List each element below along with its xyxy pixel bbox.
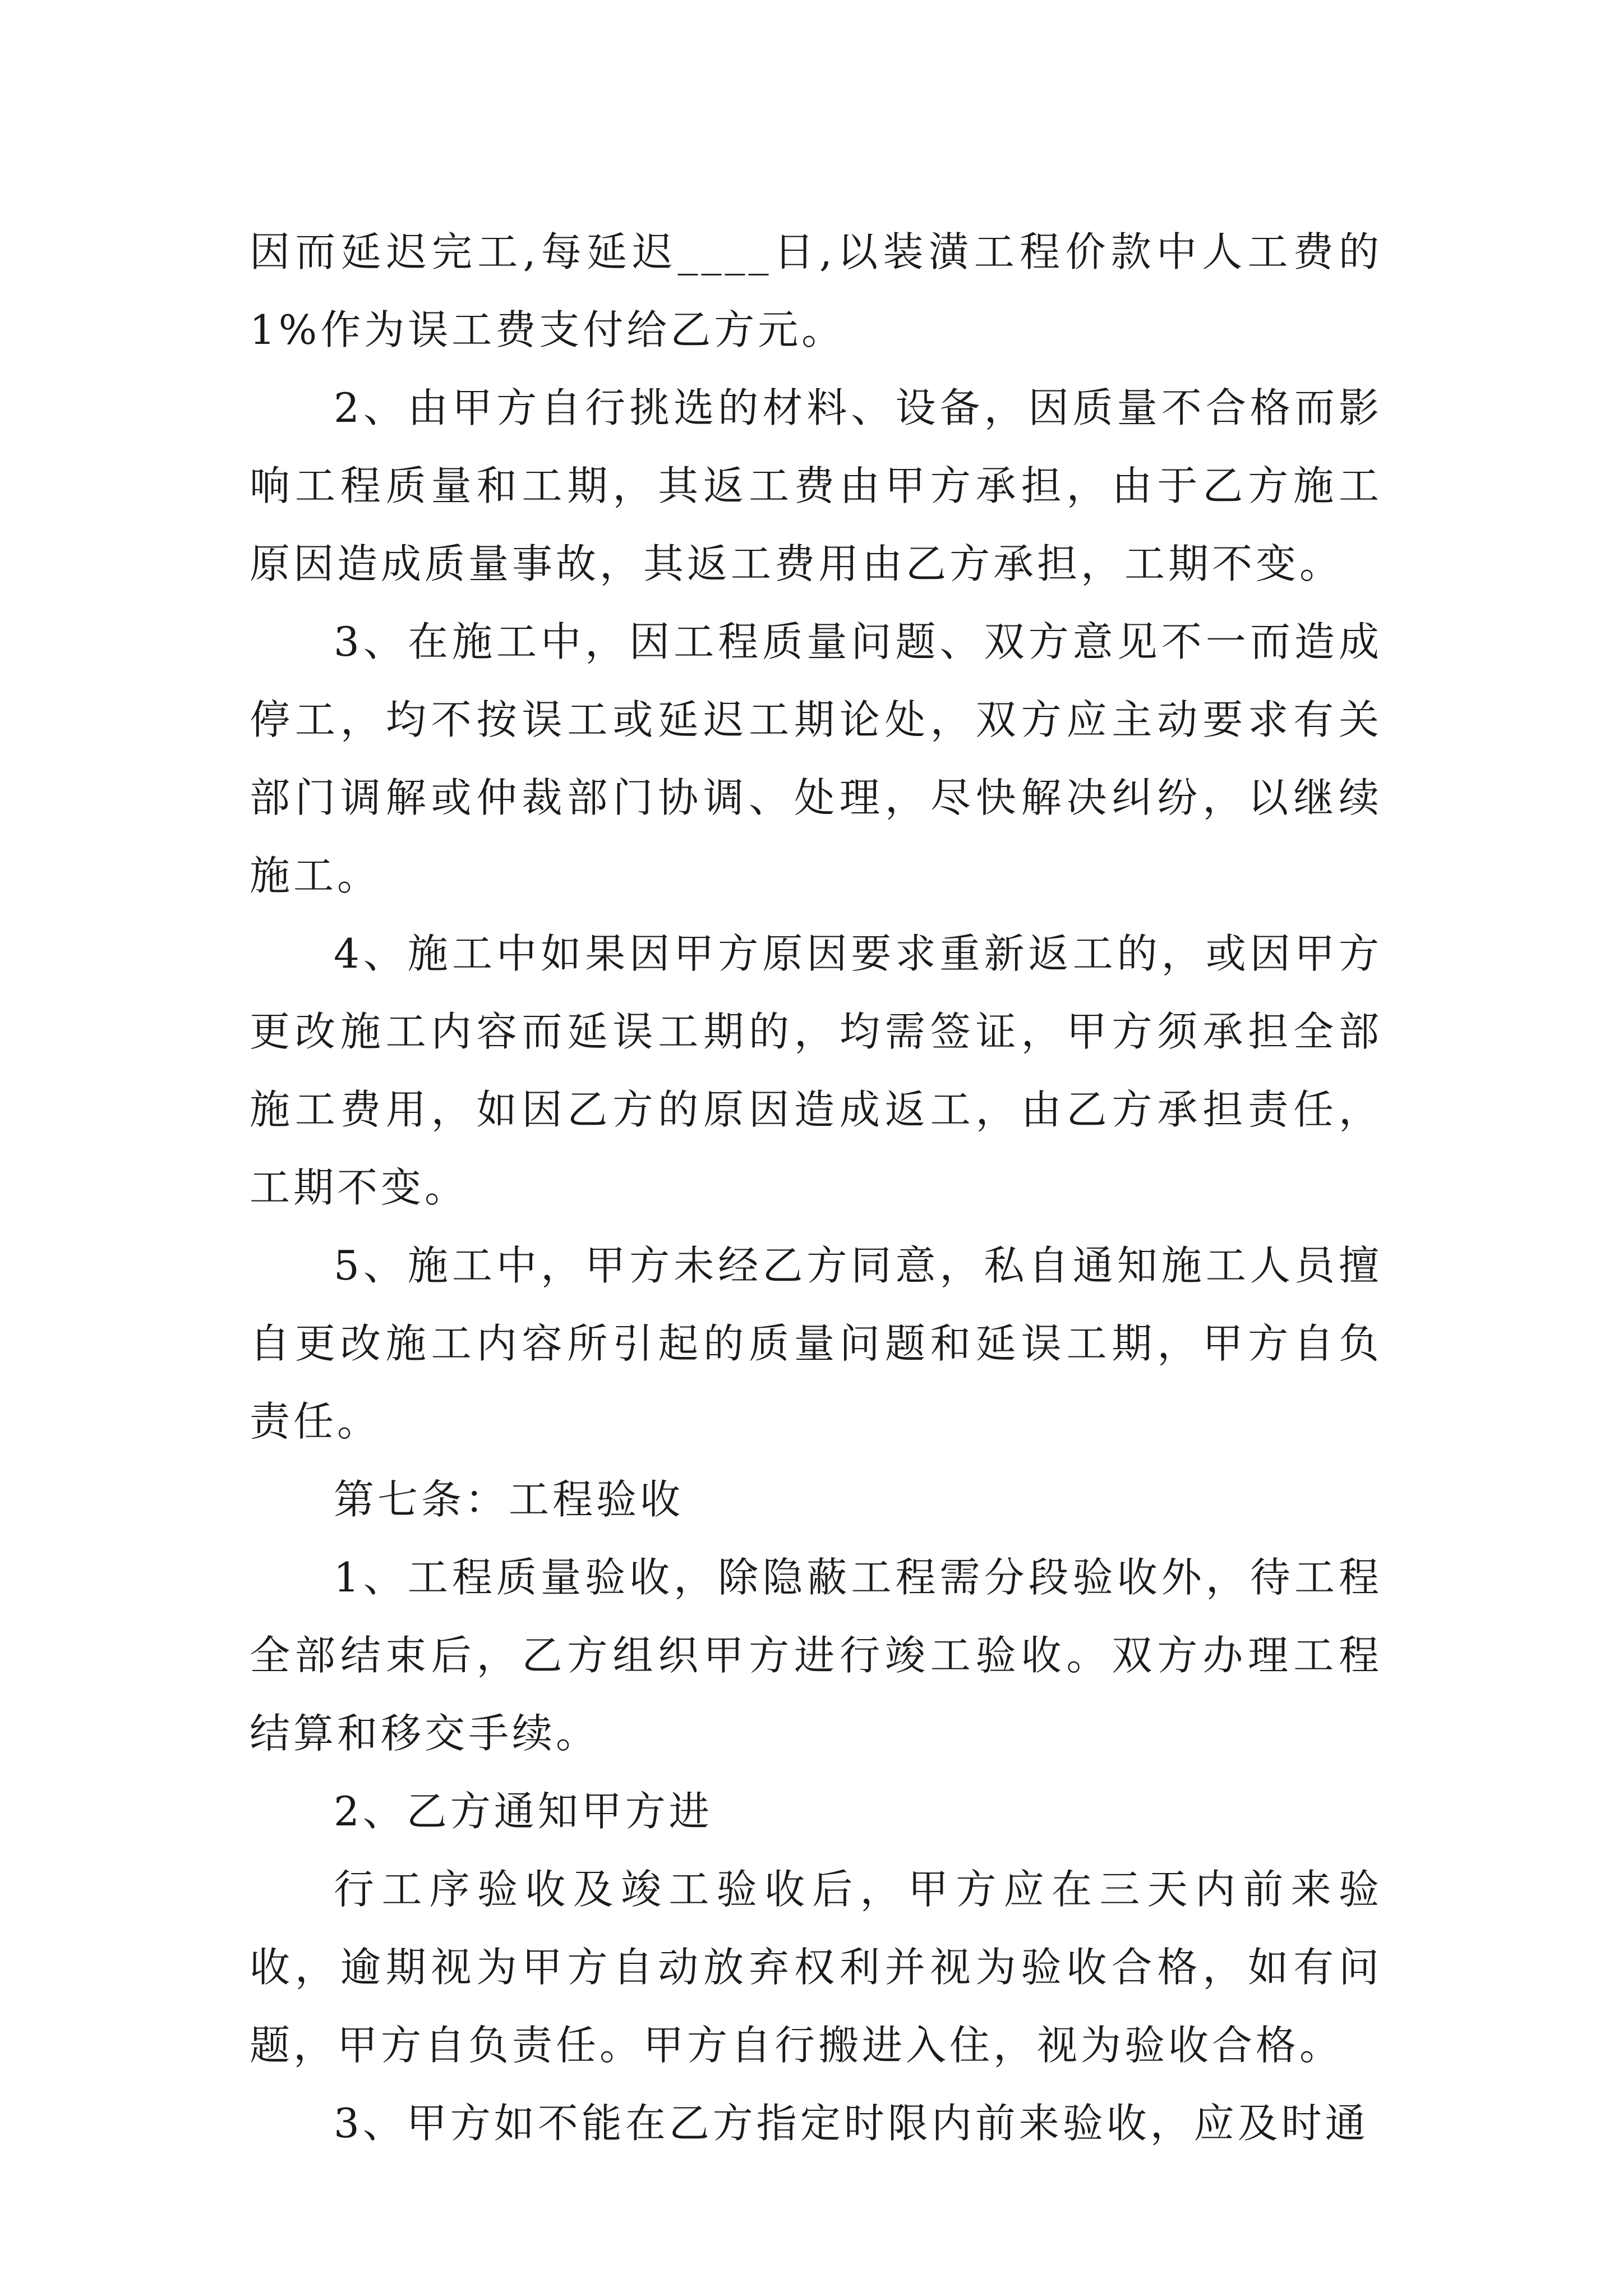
paragraph-acceptance-1: 1、工程质量验收，除隐蔽工程需分段验收外，待工程全部结束后，乙方组织甲方进行竣工验收。双方办理工程结算和移交手续。 [250,1554,1382,1757]
paragraph-acceptance-2: 2、乙方通知甲方进 [334,1788,713,1835]
paragraph-clause-3-disputes: 3、在施工中，因工程质量问题、双方意见不一而造成停工，均不按误工或延迟工期论处，双方应主动要求有关部门调解或仲裁部门协调、处理，尽快解决纠纷，以继续施工。 [250,618,1382,899]
paragraph-clause-4-rework: 4、施工中如果因甲方原因要求重新返工的，或因甲方更改施工内容而延误工期的，均需签证，甲方须承担全部施工费用，如因乙方的原因造成返工，由乙方承担责任，工期不变。 [250,930,1382,1211]
paragraph-clause-2-materials: 2、由甲方自行挑选的材料、设备，因质量不合格而影响工程质量和工期，其返工费由甲方承担，由于乙方施工原因造成质量事故，其返工费用由乙方承担，工期不变。 [250,384,1382,587]
paragraph-acceptance-2-continued: 行工序验收及竣工验收后，甲方应在三天内前来验收，逾期视为甲方自动放弃权利并视为验收合格，如有问题，甲方自负责任。甲方自行搬进入住，视为验收合格。 [250,1866,1382,2069]
section-heading-article-7: 第七条：工程验收 [334,1476,684,1523]
paragraph-acceptance-3: 3、甲方如不能在乙方指定时限内前来验收，应及时通 [334,2100,1369,2147]
paragraph-clause-5-unauthorized-changes: 5、施工中，甲方未经乙方同意，私自通知施工人员擅自更改施工内容所引起的质量问题和延误工期，甲方自负责任。 [250,1242,1382,1445]
document-body [250,213,1382,2162]
paragraph-delay-compensation: 因而延迟完工,每延迟____日,以装潢工程价款中人工费的1%作为误工费支付给乙方元。 [250,228,1382,353]
